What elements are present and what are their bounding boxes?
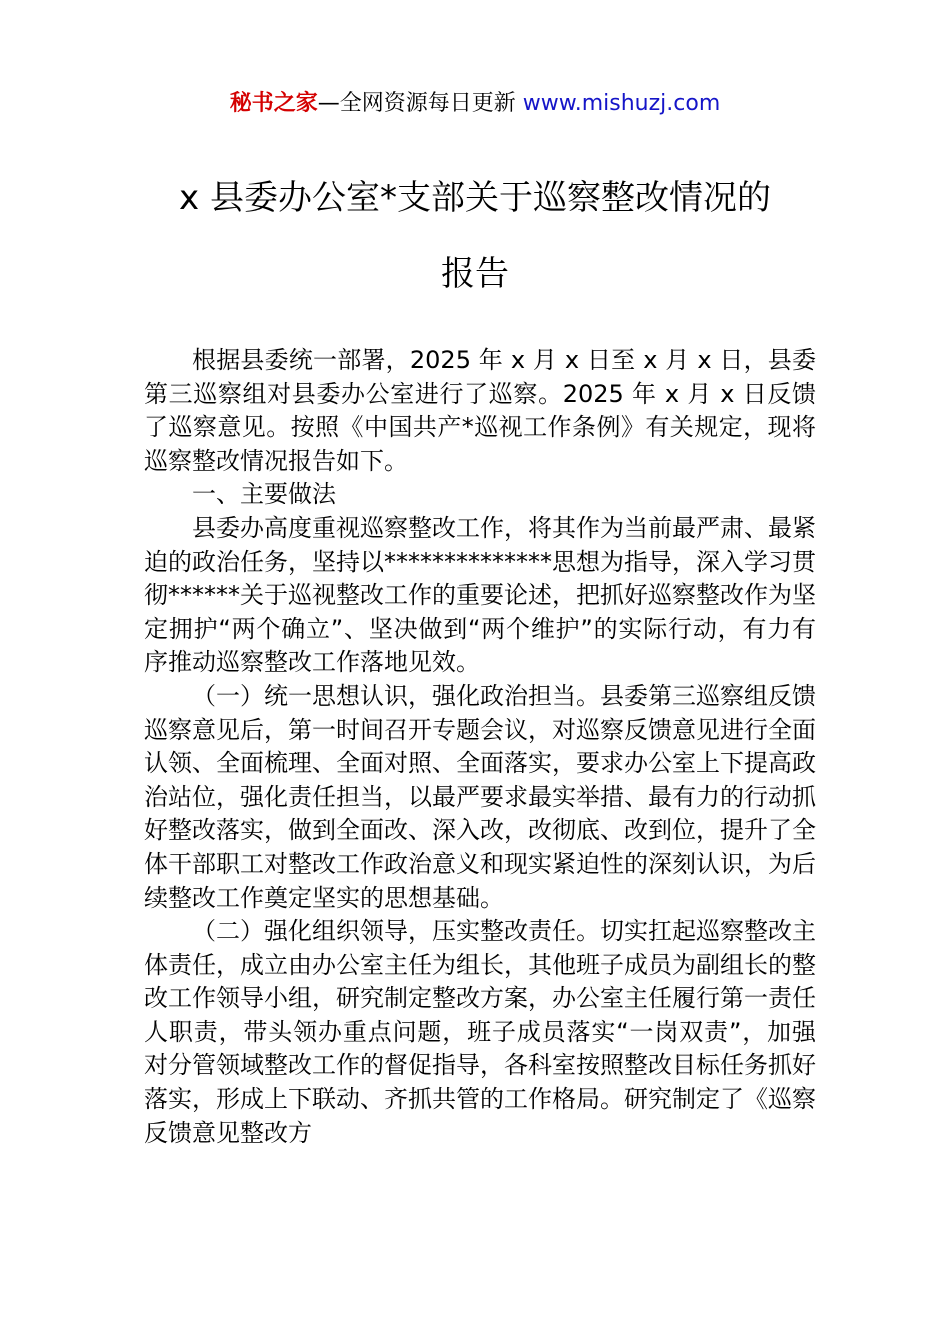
paragraph-intro: 根据县委统一部署，2025 年 x 月 x 日至 x 月 x 日，县委第三巡察组对县委办公室进行了巡察。2025 年 x 月 x 日反馈了巡察意见。按照《中国共产*巡视工作条例》有关规定，现将巡察整改情况报告如下。 (144, 346, 816, 475)
paragraph-point-2: （二）强化组织领导，压实整改责任。切实扛起巡察整改主体责任，成立由办公室主任为组长，其他班子成员为副组长的整改工作领导小组，研究制定整改方案，办公室主任履行第一责任人职责，带头领办重点问题，班子成员落实“一岗双责”，加强对分管领域整改工作的督促指导，各科室按照整改目标任务抓好落实，形成上下联动、齐抓共管的工作格局。研究制定了《巡察反馈意见整改方 (144, 917, 816, 1147)
title-line-1: x 县委办公室*支部关于巡察整改情况的 (179, 178, 771, 218)
paragraph-point-1: （一）统一思想认识，强化政治担当。县委第三巡察组反馈巡察意见后，第一时间召开专题会议，对巡察反馈意见进行全面认领、全面梳理、全面对照、全面落实，要求办公室上下提高政治站位，强化责任担当，以最严要求最实举措、最有力的行动抓好整改落实，做到全面改、深入改，改彻底、改到位，提升了全体干部职工对整改工作政治意义和现实紧迫性的深刻认识，为后续整改工作奠定坚实的思想基础。 (144, 681, 816, 912)
paragraph-overview: 县委办高度重视巡察整改工作，将其作为当前最严肃、最紧迫的政治任务，坚持以**************思想为指导，深入学习贯彻******关于巡视整改工作的重要论述，把抓好巡察整改作为坚定拥护“两个确立”、坚决做到“两个维护”的实际行动，有力有序推动巡察整改工作落地见效。 (144, 513, 816, 677)
document-title (0, 160, 950, 312)
section-heading: 一、主要做法 (192, 480, 336, 509)
header-slogan: —全网资源每日更新 (317, 91, 516, 116)
site-url-link[interactable]: www.mishuzj.com (522, 91, 721, 116)
document-body (144, 344, 816, 1150)
brand-name: 秘书之家 (229, 91, 318, 116)
site-header (0, 88, 950, 120)
title-line-2: 报告 (441, 254, 509, 294)
